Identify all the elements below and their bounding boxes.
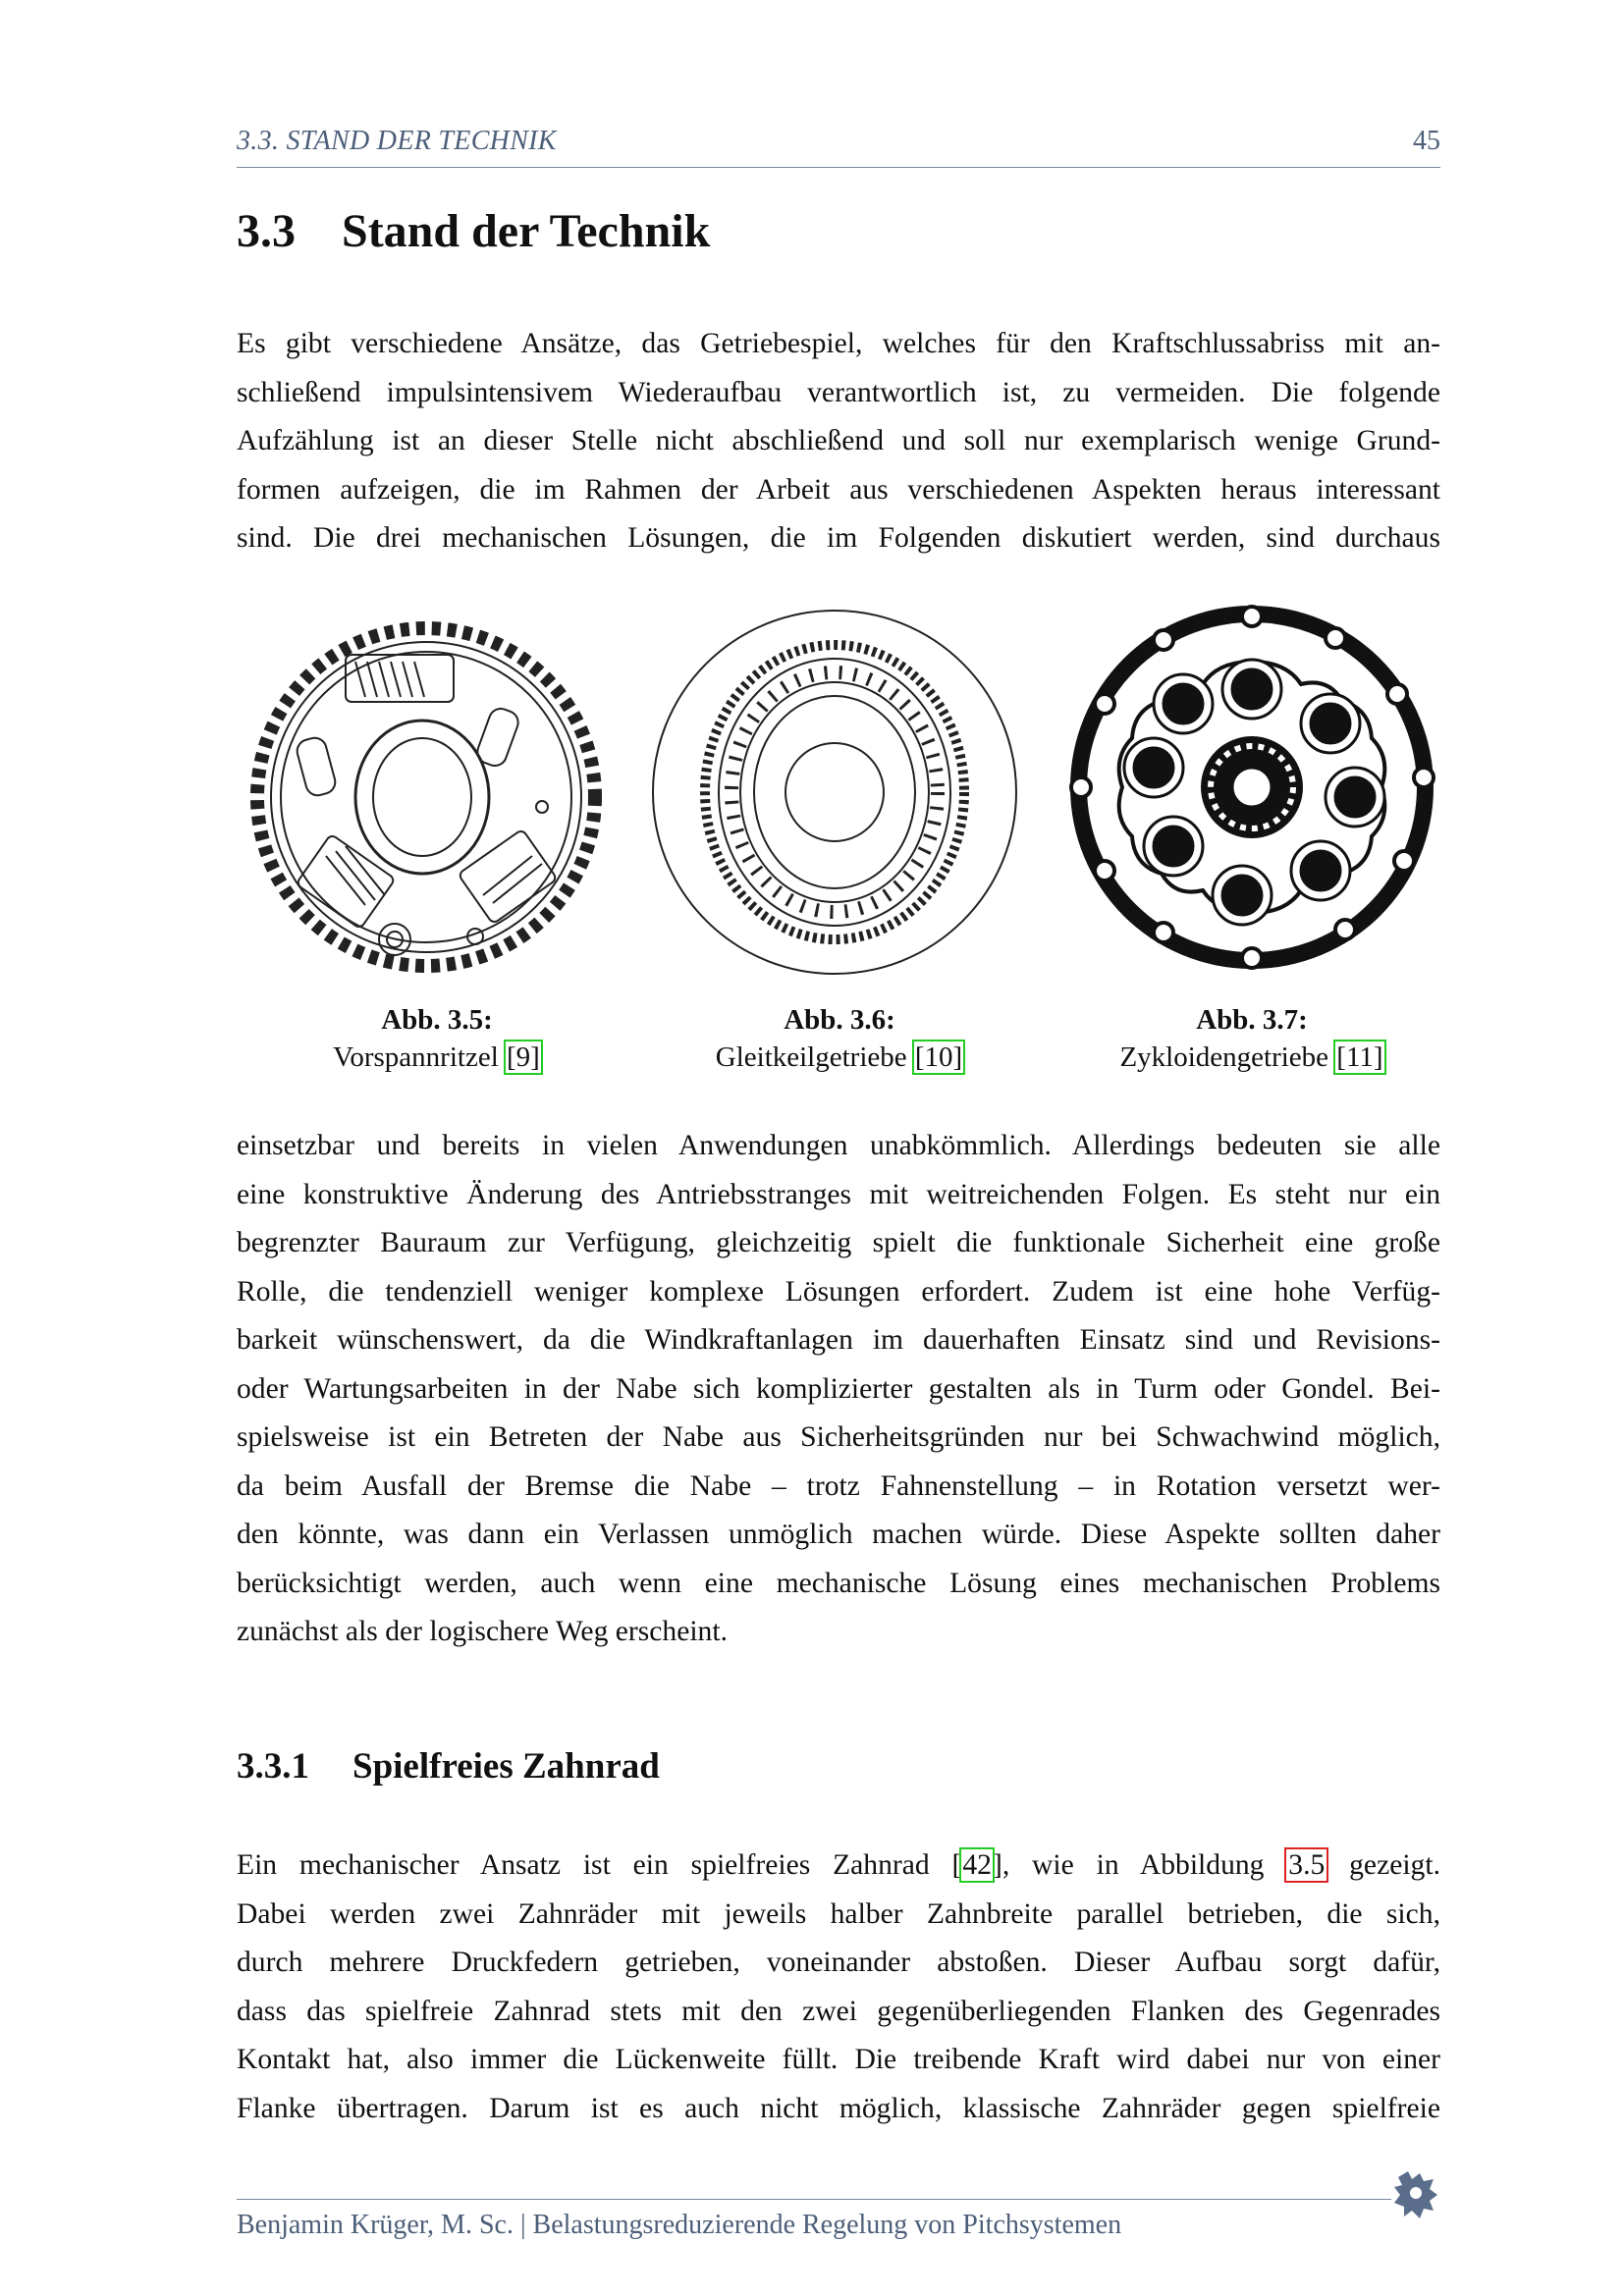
text-line: dass das spielfreie Zahnrad stets mit den zwei gegenüberliegenden Flanken des Gegenrades <box>237 1995 1440 2027</box>
section-title-text: Stand der Technik <box>342 205 711 257</box>
text-segment: ], wie in Abbildung <box>992 1849 1287 1881</box>
text-line: begrenzter Bauraum zur Verfügung, gleichzeitig spielt die funktionale Sicherheit eine große <box>237 1227 1440 1258</box>
heraldic-lion-logo-icon <box>1390 2167 1441 2222</box>
running-header <box>237 126 1440 168</box>
figure-caption-text: Zykloidengetriebe <box>1119 1041 1329 1073</box>
figure-reference-link[interactable]: 3.5 <box>1288 1849 1326 1881</box>
figure-gleitkeilgetriebe <box>648 601 1021 984</box>
paragraph-intro <box>237 320 1440 563</box>
figure-caption <box>1065 1001 1438 1076</box>
figure-caption-text: Gleitkeilgetriebe <box>715 1041 907 1073</box>
citation-number: 9 <box>515 1041 531 1073</box>
text-segment: gezeigt. <box>1326 1849 1440 1881</box>
sliding-wedge-gear-drawing <box>648 601 1021 984</box>
text-line: Rolle, die tendenziell weniger komplexe Lösungen erfordert. Zudem ist eine hohe Verfüg- <box>237 1275 1440 1308</box>
text-line: Flanke übertragen. Darum ist es auch nicht möglich, klassische Zahnräder gegen spielfreie <box>237 2092 1440 2124</box>
citation-link[interactable]: [10] <box>914 1041 963 1073</box>
figure-label: Abb. 3.6: <box>784 1004 895 1036</box>
text-line: den könnte, was dann ein Verlassen unmöglich machen würde. Diese Aspekte sollten daher <box>237 1519 1440 1550</box>
text-line: Es gibt verschiedene Ansätze, das Getriebespiel, welches für den Kraftschlussabriss mit an- <box>237 328 1440 359</box>
citation-number: 11 <box>1345 1041 1374 1073</box>
running-header-section: 3.3. STAND DER TECHNIK <box>237 126 557 156</box>
text-line: da beim Ausfall der Bremse die Nabe – trotz Fahnenstellung – in Rotation versetzt wer- <box>237 1469 1440 1502</box>
text-line: Kontakt hat, also immer die Lückenweite füllt. Die treibende Kraft wird dabei nur von einer <box>237 2044 1440 2075</box>
text-line: eine konstruktive Änderung des Antriebsstranges mit weitreichenden Folgen. Es steht nur ein <box>237 1178 1440 1210</box>
figure-label: Abb. 3.7: <box>1196 1004 1308 1036</box>
text-line: schließend impulsintensivem Wiederaufbau verantwortlich ist, zu vermeiden. Die folgende <box>237 376 1440 408</box>
figure-label: Abb. 3.5: <box>381 1004 493 1036</box>
citation-link[interactable]: 42 <box>962 1849 992 1881</box>
text-line: barkeit wünschenswert, da die Windkraftanlagen im dauerhaften Einsatz sind und Revisions- <box>237 1324 1440 1356</box>
paragraph-subsection <box>237 1842 1440 2133</box>
section-number: 3.3 <box>237 205 296 257</box>
text-line: einsetzbar und bereits in vielen Anwendungen unabkömmlich. Allerdings bedeuten sie alle <box>237 1130 1440 1161</box>
citation-link[interactable]: [9] <box>507 1041 540 1073</box>
text-line: spielsweise ist ein Betreten der Nabe aus Sicherheitsgründen nur bei Schwachwind möglich, <box>237 1421 1440 1453</box>
cycloidal-gear-drawing <box>1065 601 1438 979</box>
text-line: sind. Die drei mechanischen Lösungen, die im Folgenden diskutiert werden, sind durchaus <box>237 522 1440 554</box>
figure-zykloidengetriebe <box>1065 601 1438 979</box>
gear-drawing <box>247 601 606 988</box>
text-line: durch mehrere Druckfedern getrieben, voneinander abstoßen. Dieser Aufbau sorgt dafür, <box>237 1947 1440 1978</box>
text-line: zunächst als der logischere Weg erscheint. <box>237 1616 728 1647</box>
text-line <box>237 1842 1440 1891</box>
subsection-number: 3.3.1 <box>237 1746 309 1787</box>
citation-number: 10 <box>924 1041 953 1073</box>
page-number: 45 <box>1413 126 1440 156</box>
text-line: berücksichtigt werden, auch wenn eine mechanische Lösung eines mechanischen Problems <box>237 1567 1440 1599</box>
citation-link[interactable]: [11] <box>1336 1041 1383 1073</box>
text-line: oder Wartungsarbeiten in der Nabe sich komplizierter gestalten als in Turm oder Gondel. Bei- <box>237 1372 1440 1405</box>
figure-vorspannritzel <box>247 601 606 988</box>
figure-caption <box>653 1001 1026 1076</box>
figure-caption-text: Vorspannritzel <box>333 1041 499 1073</box>
footer-rule <box>237 2199 1391 2200</box>
subsection-title <box>237 1745 660 1788</box>
text-line: Aufzählung ist an dieser Stelle nicht abschließend und soll nur exemplarisch wenige Grund- <box>237 425 1440 456</box>
figure-caption <box>250 1001 623 1076</box>
subsection-title-text: Spielfreies Zahnrad <box>352 1746 660 1787</box>
footer-text: Benjamin Krüger, M. Sc. | Belastungsreduzierende Regelung von Pitchsystemen <box>237 2210 1122 2240</box>
text-line: formen aufzeigen, die im Rahmen der Arbeit aus verschiedenen Aspekten heraus interessant <box>237 473 1440 506</box>
section-title <box>237 204 710 258</box>
text-line: Dabei werden zwei Zahnräder mit jeweils halber Zahnbreite parallel betrieben, die sich, <box>237 1897 1440 1930</box>
text-segment: Ein mechanischer Ansatz ist ein spielfreies Zahnrad [ <box>237 1849 962 1881</box>
paragraph-body <box>237 1122 1440 1657</box>
